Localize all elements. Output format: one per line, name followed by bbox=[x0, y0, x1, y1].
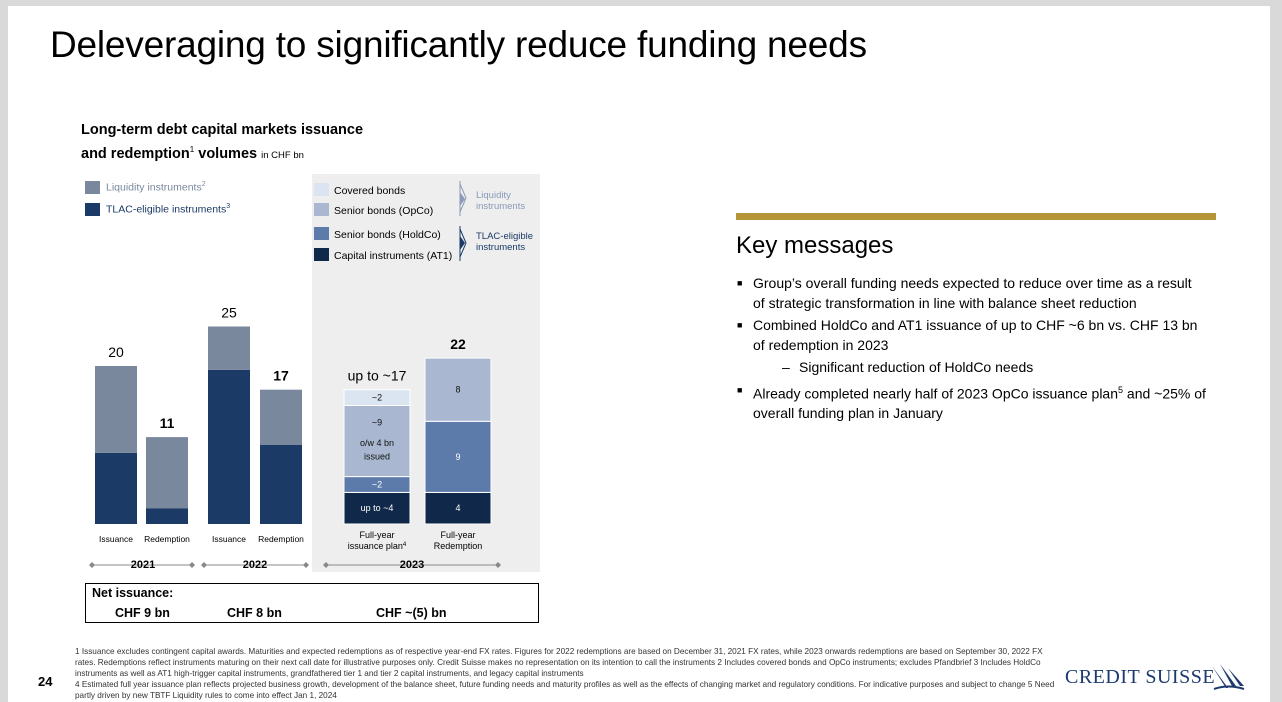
bar-groups bbox=[95, 305, 491, 525]
legend-group-liquidity: Liquidity instruments bbox=[476, 190, 526, 212]
bar-total-label: 25 bbox=[221, 304, 237, 321]
x-tick-label: Redemption bbox=[144, 534, 190, 544]
x-tick-label: Issuance bbox=[98, 534, 134, 544]
x-tick-footnote: 4 bbox=[402, 542, 407, 548]
bar-tlac-2022-redemption bbox=[260, 445, 302, 524]
x-tick-label: Redemption bbox=[433, 541, 483, 551]
chart-title-line1: Long-term debt capital markets issuance bbox=[81, 122, 364, 138]
bar-total-label: 22 bbox=[450, 336, 466, 353]
net-issuance-title: Net issuance: bbox=[92, 586, 174, 600]
bar-segment-label: ~2 bbox=[371, 392, 383, 403]
key-message-subitem: – Significant reduction of HoldCo needs bbox=[782, 359, 1034, 375]
year-axis-marker bbox=[323, 562, 329, 568]
net-issuance-2022: CHF 8 bn bbox=[227, 606, 282, 620]
key-message-item: ■ Combined HoldCo and AT1 issuance of up to CHF ~6 bn vs. CHF 13 bn of redemption in 2023 bbox=[737, 317, 1198, 353]
legend-label-senior-opco: Senior bonds (OpCo) bbox=[334, 205, 434, 217]
x-tick-label: Issuance bbox=[211, 534, 247, 544]
bar-segment-label: 8 bbox=[455, 384, 461, 395]
net-issuance-2023: CHF ~(5) bn bbox=[376, 606, 447, 620]
bar-liquidity-2021-issuance bbox=[95, 366, 137, 453]
legend-label-covered-bonds: Covered bonds bbox=[334, 185, 406, 197]
page-number: 24 bbox=[38, 674, 53, 689]
bar-segment-label: ~9 bbox=[371, 417, 383, 428]
year-axis-marker bbox=[89, 562, 95, 568]
footnote-block: 1 Issuance excludes contingent capital awards. Maturities and expected redemptions as of respective year-end FX rates. Figures for 2022 redemptions are based on December 31, 2021 FX rates, while 2023 onwards redemptions are based on September 30, 2022 FX rates. Redemptions reflect instruments maturing on their next call date for illustrative purposes only. Credit Suisse makes no representation on its intention to call the instruments 2 Includes covered bonds and OpCo instruments; excludes Pfandbrief 3 Includes HoldCo instruments as well as AT1 high-trigger capital instruments, grandfathered tier 1 and tier 2 capital instruments, and legacy capital instruments bbox=[75, 647, 1043, 678]
key-message-item: ■ Group’s overall funding needs expected to reduce over time as a result of strategic transformation in line with balance sheet reduction bbox=[737, 275, 1192, 311]
year-label: 2023 bbox=[399, 559, 425, 571]
bar-tlac-2022-issuance bbox=[208, 370, 250, 524]
year-label: 2021 bbox=[130, 559, 156, 571]
sails-logo-icon bbox=[1210, 662, 1246, 692]
x-tick-label: Redemption bbox=[258, 534, 304, 544]
year-label: 2022 bbox=[242, 559, 268, 571]
footnote-block: 4 Estimated full year issuance plan reflects projected business growth, development of the balance sheet, future funding needs and maturity profiles as well as the effects of changing market and regulatory conditions. For indicative purposes and subject to change 5 Need partly driven by new TBTF Liquidity rules to come into effect Jan 1, 2024 bbox=[75, 680, 1055, 700]
bar-segment-note: issued bbox=[363, 451, 391, 462]
chart-title-footnote: 1 bbox=[189, 145, 195, 154]
bar-total-label: up to ~17 bbox=[347, 367, 407, 384]
legend-label-senior-holdco: Senior bonds (HoldCo) bbox=[334, 229, 441, 241]
legend-label-at1: Capital instruments (AT1) bbox=[334, 250, 453, 262]
x-tick-label: Full-year bbox=[440, 530, 476, 540]
year-axis-marker bbox=[189, 562, 195, 568]
chart-unit: in CHF bn bbox=[261, 149, 304, 161]
bar-segment-label: 4 bbox=[455, 503, 461, 514]
category-axis bbox=[89, 530, 501, 571]
net-issuance-2021: CHF 9 bn bbox=[115, 606, 170, 620]
bar-liquidity-2022-issuance bbox=[208, 327, 250, 370]
bar-total-label: 17 bbox=[273, 367, 289, 384]
key-messages-title: Key messages bbox=[736, 232, 894, 259]
bar-liquidity-2021-redemption bbox=[146, 437, 188, 508]
bar-tlac-2021-redemption bbox=[146, 508, 188, 524]
year-axis-marker bbox=[303, 562, 309, 568]
bar-total-label: 20 bbox=[108, 344, 124, 360]
slide bbox=[8, 6, 1270, 702]
legend-label-tlac: TLAC-eligible instruments$^3$ bbox=[106, 203, 231, 216]
chart-title-line2: and redemption bbox=[81, 145, 190, 162]
legend-label-liquidity: Liquidity instruments$^2$ bbox=[106, 181, 206, 194]
page-title: Deleveraging to significantly reduce funding needs bbox=[50, 24, 867, 65]
legend-group-tlac: TLAC-eligible instruments bbox=[476, 231, 534, 253]
bar-tlac-2021-issuance bbox=[95, 453, 137, 524]
x-tick-label: issuance plan$^4$ bbox=[347, 541, 407, 551]
accent-divider bbox=[736, 213, 1216, 220]
key-message-item: ■ Already completed nearly half of 2023 OpCo issuance plan$^5$ and ~25% of overall funding plan in January bbox=[737, 384, 1206, 421]
bar-segment-label: up to ~4 bbox=[360, 503, 394, 514]
bar-segment-label: ~2 bbox=[371, 479, 383, 490]
x-tick-label: Full-year bbox=[359, 530, 395, 540]
bar-segment-note: o/w 4 bn bbox=[359, 438, 395, 449]
bar-segment-label: 9 bbox=[455, 451, 461, 462]
key-messages-list bbox=[736, 274, 1206, 426]
legend-brackets bbox=[460, 181, 466, 261]
bar-total-label: 11 bbox=[159, 415, 175, 432]
year-axis-marker bbox=[495, 562, 501, 568]
brand-logo-text: CREDIT SUISSE bbox=[1065, 666, 1216, 688]
chart-title-suffix: volumes bbox=[198, 145, 258, 162]
footnotes bbox=[75, 646, 1055, 701]
bar-liquidity-2022-redemption bbox=[260, 390, 302, 445]
year-axis-marker bbox=[201, 562, 207, 568]
